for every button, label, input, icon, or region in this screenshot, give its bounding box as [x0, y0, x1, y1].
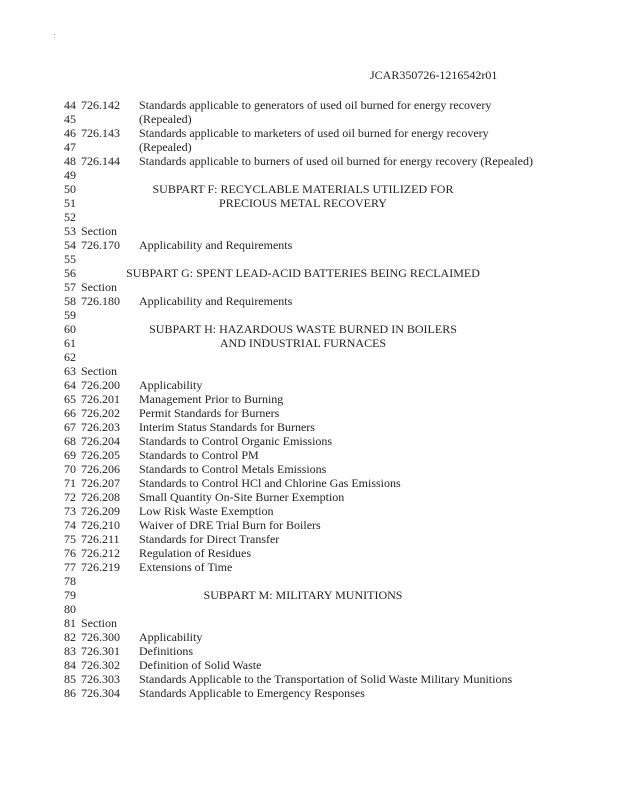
section-title: (Repealed) [139, 140, 192, 154]
line-number: 76 [64, 546, 76, 560]
toc-line [0, 210, 619, 224]
section-number: 726.219 [81, 560, 120, 574]
subpart-heading-line [0, 588, 619, 602]
line-number: 63 [64, 364, 76, 378]
section-number: 726.202 [81, 406, 120, 420]
section-title: Standards to Control Metals Emissions [139, 462, 327, 476]
toc-line [0, 252, 619, 266]
toc-line [0, 574, 619, 588]
section-number: 726.201 [81, 392, 120, 406]
line-number: 61 [64, 336, 76, 350]
section-number: Section [81, 616, 117, 630]
section-number: 726.303 [81, 672, 120, 686]
section-title: Low Risk Waste Exemption [139, 504, 274, 518]
section-title: Waiver of DRE Trial Burn for Boilers [139, 518, 321, 532]
toc-line [0, 672, 619, 686]
section-number: 726.142 [81, 98, 120, 112]
line-number: 65 [64, 392, 76, 406]
section-title: Regulation of Residues [139, 546, 251, 560]
section-number: 726.200 [81, 378, 120, 392]
line-number: 47 [64, 140, 76, 154]
section-title: Applicability [139, 630, 203, 644]
toc-line [0, 448, 619, 462]
toc-line [0, 616, 619, 630]
document-id: JCAR350726-1216542r01 [370, 68, 498, 82]
section-title: Standards to Control HCl and Chlorine Gas Emissions [139, 476, 401, 490]
toc-line [0, 686, 619, 700]
toc-line [0, 98, 619, 112]
section-title: Applicability [139, 378, 203, 392]
line-number: 45 [64, 112, 76, 126]
subpart-heading: SUBPART G: SPENT LEAD-ACID BATTERIES BEING RECLAIMED [126, 266, 480, 280]
subpart-heading-line [0, 322, 619, 336]
line-number: 78 [64, 574, 76, 588]
section-title: Standards to Control Organic Emissions [139, 434, 333, 448]
line-number: 51 [64, 196, 76, 210]
line-number: 53 [64, 224, 76, 238]
toc-line [0, 364, 619, 378]
section-number: 726.144 [81, 154, 120, 168]
section-title: Standards applicable to burners of used oil burned for energy recovery (Repealed) [139, 154, 533, 168]
section-number: Section [81, 224, 117, 238]
toc-line [0, 658, 619, 672]
toc-line [0, 238, 619, 252]
toc-line [0, 434, 619, 448]
line-number: 48 [64, 154, 76, 168]
toc-line [0, 476, 619, 490]
toc-line [0, 644, 619, 658]
toc-line [0, 350, 619, 364]
line-number: 81 [64, 616, 76, 630]
line-number: 85 [64, 672, 76, 686]
section-title: Standards applicable to generators of used oil burned for energy recovery [139, 98, 492, 112]
line-number: 67 [64, 420, 76, 434]
line-number: 55 [64, 252, 76, 266]
line-number: 73 [64, 504, 76, 518]
toc-line [0, 560, 619, 574]
line-number: 64 [64, 378, 76, 392]
section-number: 726.206 [81, 462, 120, 476]
subpart-heading-line [0, 196, 619, 210]
section-number: 726.304 [81, 686, 120, 700]
section-number: 726.205 [81, 448, 120, 462]
line-number: 62 [64, 350, 76, 364]
line-number: 82 [64, 630, 76, 644]
line-number: 70 [64, 462, 76, 476]
line-number: 75 [64, 532, 76, 546]
toc-line [0, 420, 619, 434]
toc-line [0, 280, 619, 294]
line-number: 72 [64, 490, 76, 504]
toc-line [0, 504, 619, 518]
subpart-heading: AND INDUSTRIAL FURNACES [219, 336, 387, 350]
toc-line [0, 406, 619, 420]
line-number: 58 [64, 294, 76, 308]
section-title: Applicability and Requirements [139, 294, 293, 308]
section-title: Standards to Control PM [139, 448, 259, 462]
section-number: 726.204 [81, 434, 120, 448]
section-number: 726.301 [81, 644, 120, 658]
section-title: (Repealed) [139, 112, 192, 126]
line-number: 86 [64, 686, 76, 700]
section-number: 726.143 [81, 126, 120, 140]
toc-line [0, 168, 619, 182]
line-number: 74 [64, 518, 76, 532]
section-title: Standards applicable to marketers of used oil burned for energy recovery [139, 126, 489, 140]
toc-line [0, 490, 619, 504]
section-number: 726.211 [81, 532, 120, 546]
section-title: Small Quantity On-Site Burner Exemption [139, 490, 345, 504]
line-number: 54 [64, 238, 76, 252]
section-number: Section [81, 364, 117, 378]
line-number: 84 [64, 658, 76, 672]
toc-line [0, 630, 619, 644]
toc-line [0, 308, 619, 322]
subpart-heading-line [0, 336, 619, 350]
section-title: Extensions of Time [139, 560, 233, 574]
toc-line [0, 224, 619, 238]
subpart-heading: PRECIOUS METAL RECOVERY [219, 196, 387, 210]
section-title: Definition of Solid Waste [139, 658, 262, 672]
toc-line [0, 140, 619, 154]
line-number: 68 [64, 434, 76, 448]
toc-line [0, 518, 619, 532]
line-number: 46 [64, 126, 76, 140]
line-number: 66 [64, 406, 76, 420]
line-number: 59 [64, 308, 76, 322]
section-title: Management Prior to Burning [139, 392, 284, 406]
line-number: 77 [64, 560, 76, 574]
section-number: 726.207 [81, 476, 120, 490]
toc-line [0, 126, 619, 140]
section-title: Applicability and Requirements [139, 238, 293, 252]
subpart-heading-line [0, 182, 619, 196]
scan-speck [54, 34, 55, 35]
toc-line [0, 462, 619, 476]
subpart-heading: SUBPART F: RECYCLABLE MATERIALS UTILIZED FOR [152, 182, 454, 196]
section-number: 726.300 [81, 630, 120, 644]
section-title: Permit Standards for Burners [139, 406, 280, 420]
table-of-contents [0, 98, 619, 700]
subpart-heading: SUBPART M: MILITARY MUNITIONS [203, 588, 403, 602]
section-title: Standards Applicable to the Transportation of Solid Waste Military Munitions [139, 672, 513, 686]
line-number: 49 [64, 168, 76, 182]
toc-line [0, 294, 619, 308]
line-number: 83 [64, 644, 76, 658]
toc-line [0, 154, 619, 168]
section-title: Standards for Direct Transfer [139, 532, 280, 546]
line-number: 69 [64, 448, 76, 462]
section-title: Definitions [139, 644, 193, 658]
toc-line [0, 532, 619, 546]
subpart-heading: SUBPART H: HAZARDOUS WASTE BURNED IN BOILERS [149, 322, 457, 336]
subpart-heading-line [0, 266, 619, 280]
section-number: 726.209 [81, 504, 120, 518]
line-number: 71 [64, 476, 76, 490]
line-number: 57 [64, 280, 76, 294]
section-title: Standards Applicable to Emergency Responses [139, 686, 365, 700]
section-number: 726.302 [81, 658, 120, 672]
toc-line [0, 112, 619, 126]
line-number: 50 [64, 182, 76, 196]
toc-line [0, 546, 619, 560]
line-number: 79 [64, 588, 76, 602]
section-number: 726.210 [81, 518, 120, 532]
section-number: 726.208 [81, 490, 120, 504]
line-number: 52 [64, 210, 76, 224]
line-number: 80 [64, 602, 76, 616]
toc-line [0, 378, 619, 392]
section-number: 726.212 [81, 546, 120, 560]
line-number: 44 [64, 98, 76, 112]
section-number: 726.180 [81, 294, 120, 308]
section-title: Interim Status Standards for Burners [139, 420, 315, 434]
section-number: 726.203 [81, 420, 120, 434]
toc-line [0, 602, 619, 616]
line-number: 60 [64, 322, 76, 336]
toc-line [0, 392, 619, 406]
section-number: Section [81, 280, 117, 294]
line-number: 56 [64, 266, 76, 280]
section-number: 726.170 [81, 238, 120, 252]
